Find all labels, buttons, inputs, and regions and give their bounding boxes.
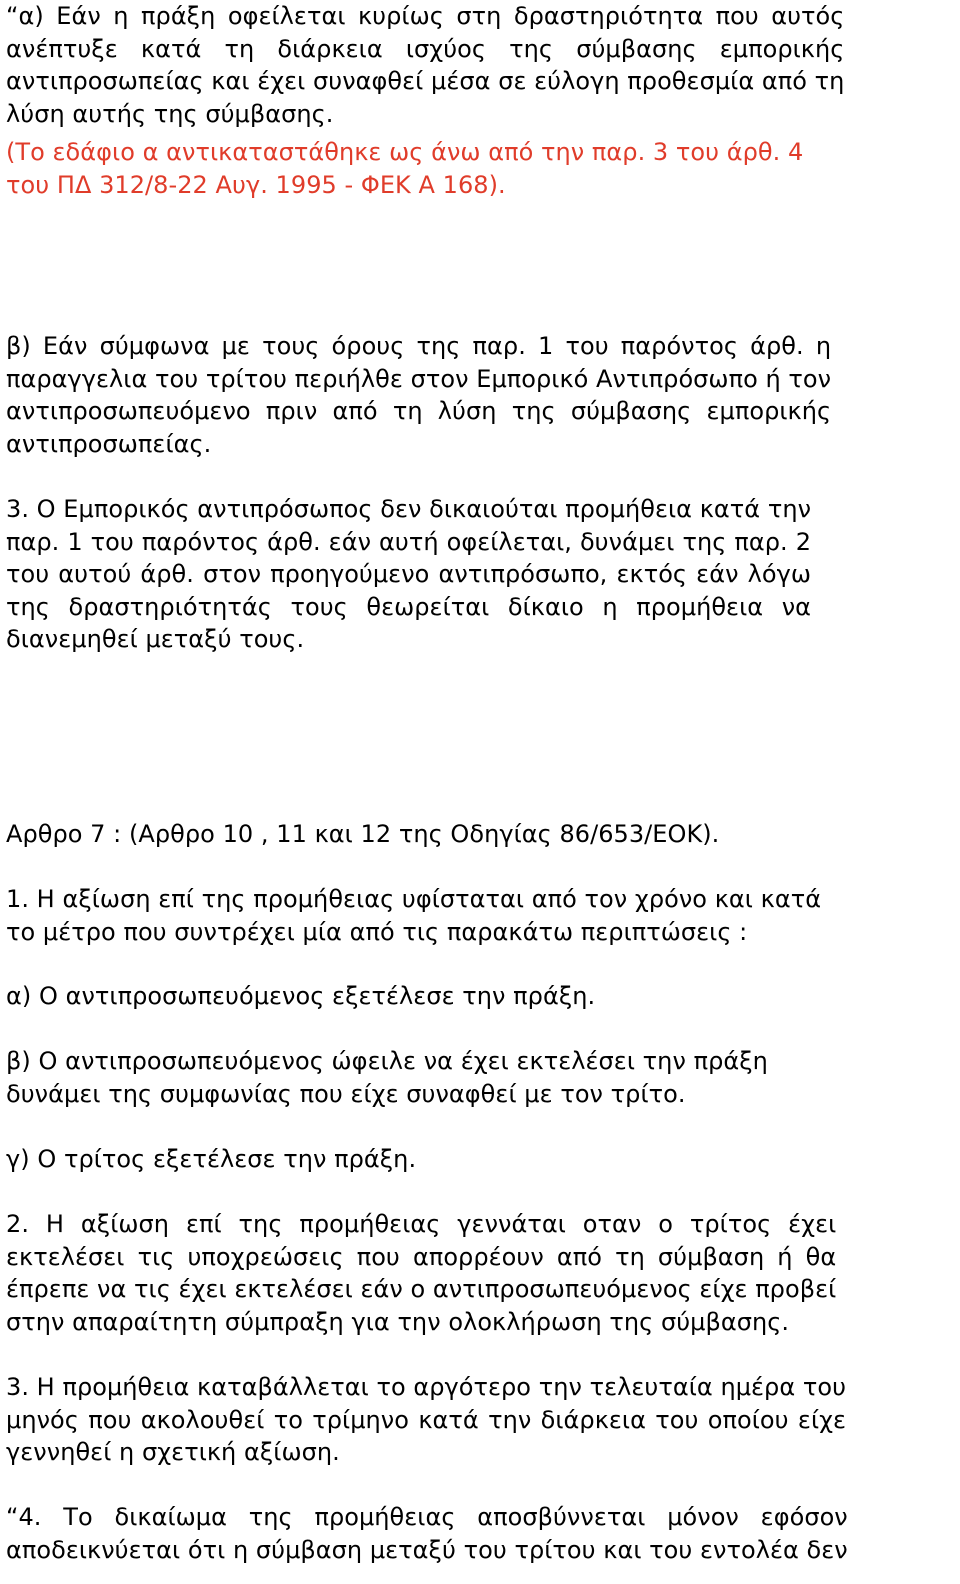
text-line: εκτελέσει τις υποχρεώσεις που απορρέουν από τη σύμβαση ή θα xyxy=(6,1242,837,1271)
text-line: γεννηθεί η σχετική αξίωση. xyxy=(6,1438,340,1467)
amendment-note xyxy=(6,136,803,201)
text-line: στην απαραίτητη σύμπραξη για την ολοκλήρωση της σύμβασης. xyxy=(6,1307,790,1336)
text-line: β) Ο αντιπροσωπευόμενος ώφειλε να έχει εκτελέσει την πράξη xyxy=(6,1047,768,1075)
text-line: γ) Ο τρίτος εξετέλεσε την πράξη. xyxy=(6,1145,417,1173)
text-line: έπρεπε να τις έχει εκτελέσει εάν ο αντιπροσωπευόμενος είχε προβεί xyxy=(6,1275,837,1304)
text-line: λύση αυτής της σύμβασης. xyxy=(6,99,334,128)
paragraph-1-beta xyxy=(6,1045,768,1110)
text-line: διανεμηθεί μεταξύ τους. xyxy=(6,625,305,654)
text-line: Αρθρο 7 : (Αρθρο 10 , 11 και 12 της Οδηγίας 86/653/ΕΟΚ). xyxy=(6,820,720,848)
text-line: β) Εάν σύμφωνα με τους όρους της παρ. 1 του παρόντος άρθ. η xyxy=(6,332,832,360)
text-line: (Το εδάφιο α αντικαταστάθηκε ως άνω από την παρ. 3 του άρθ. 4 xyxy=(6,138,804,166)
paragraph-2 xyxy=(6,1208,836,1338)
paragraph-3 xyxy=(6,493,811,656)
text-line: 1. Η αξίωση επί της προμήθειας υφίσταται από τον χρόνο και κατά xyxy=(6,885,822,913)
text-line: “α) Εάν η πράξη οφείλεται κυρίως στη δραστηριότητα που αυτός xyxy=(6,2,845,30)
text-line: παρ. 1 του παρόντος άρθ. εάν αυτή οφείλεται, δυνάμει της παρ. 2 xyxy=(6,527,812,556)
text-line: αντιπροσωπείας και έχει συναφθεί μέσα σε εύλογη προθεσμία από τη xyxy=(6,67,845,96)
paragraph-1 xyxy=(6,883,821,948)
text-line: της δραστηριότητάς τους θεωρείται δίκαιο η προμήθεια να xyxy=(6,592,812,621)
text-line: του ΠΔ 312/8-22 Αυγ. 1995 - ΦΕΚ Α 168). xyxy=(6,170,506,199)
text-line: α) Ο αντιπροσωπευόμενος εξετέλεσε την πράξη. xyxy=(6,982,596,1010)
text-line: 3. Ο Εμπορικός αντιπρόσωπος δεν δικαιούται προμήθεια κατά την xyxy=(6,495,812,523)
paragraph-1-alpha xyxy=(6,980,595,1013)
paragraph-beta xyxy=(6,330,831,460)
paragraph-alpha xyxy=(6,0,844,130)
text-line: αντιπροσωπευόμενο πριν από τη λύση της σύμβασης εμπορικής xyxy=(6,397,832,426)
article-heading xyxy=(6,818,719,851)
text-line: του αυτού άρθ. στον προηγούμενο αντιπρόσωπο, εκτός εάν λόγω xyxy=(6,560,812,589)
text-line: το μέτρο που συντρέχει μία από τις παρακάτω περιπτώσεις : xyxy=(6,917,748,946)
text-line: ανέπτυξε κατά τη διάρκεια ισχύος της σύμβασης εμπορικής xyxy=(6,34,845,63)
text-line: δυνάμει της συμφωνίας που είχε συναφθεί με τον τρίτο. xyxy=(6,1079,686,1108)
text-line: 3. Η προμήθεια καταβάλλεται το αργότερο την τελευταία ημέρα του xyxy=(6,1373,847,1401)
text-line: 2. Η αξίωση επί της προμήθειας γεννάται οταν ο τρίτος έχει xyxy=(6,1210,837,1238)
paragraph-4 xyxy=(6,1501,848,1566)
paragraph-3-payment xyxy=(6,1371,846,1469)
text-line: “4. Το δικαίωμα της προμήθειας αποσβύννεται μόνον εφόσον xyxy=(6,1503,848,1531)
text-line: μηνός που ακολουθεί το τρίμηνο κατά την διάρκεια του οποίου είχε xyxy=(6,1405,847,1434)
paragraph-1-gamma xyxy=(6,1143,416,1176)
text-line: αντιπροσωπείας. xyxy=(6,429,212,458)
text-line: παραγγελια του τρίτου περιήλθε στον Εμπορικό Αντιπρόσωπο ή τον xyxy=(6,364,832,393)
text-line: αποδεικνύεται ότι η σύμβαση μεταξύ του τρίτου και του εντολέα δεν xyxy=(6,1535,848,1564)
